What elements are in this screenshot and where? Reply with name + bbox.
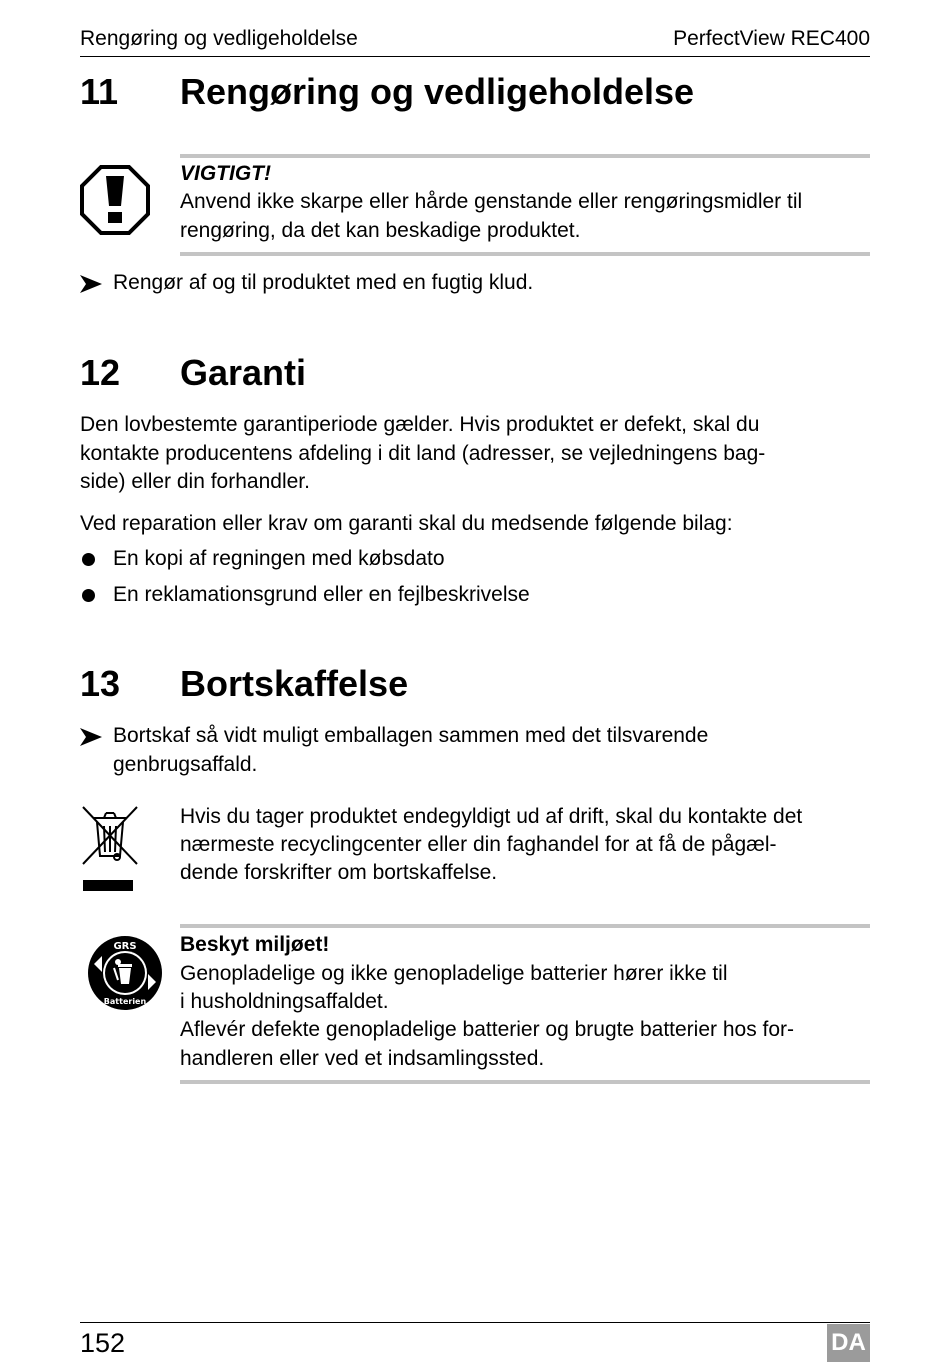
env-line-3: Aflevér defekte genopladelige batterier og brugte batterier hos for- xyxy=(180,1018,795,1041)
list-item: En kopi af regningen med købsdato xyxy=(113,547,445,570)
warranty-para-line-2: kontakte producentens afdeling i dit land (adresser, se vejledningens bag- xyxy=(80,442,766,465)
section-number: 12 xyxy=(80,352,121,393)
page-number: 152 xyxy=(80,1328,126,1358)
notice-line-2: rengøring, da det kan beskadige produktet. xyxy=(180,219,581,242)
svg-text:Batterien: Batterien xyxy=(103,997,147,1006)
svg-text:GRS: GRS xyxy=(113,941,137,952)
notice-title: VIGTIGT! xyxy=(180,162,271,185)
step-disposal-line-2: genbrugsaffald. xyxy=(113,753,258,776)
env-line-1: Genopladelige og ikke genopladelige batterier hører ikke til xyxy=(180,962,728,985)
bullet-icon xyxy=(82,553,95,566)
list-item: En reklamationsgrund eller en fejlbeskrivelse xyxy=(113,583,530,606)
warranty-para-line-3: side) eller din forhandler. xyxy=(80,470,310,493)
section-title: Bortskaffelse xyxy=(180,663,409,704)
env-bottom-rule xyxy=(180,1080,870,1084)
footer-rule xyxy=(80,1322,870,1323)
section-12-heading xyxy=(0,351,950,395)
section-number: 13 xyxy=(80,663,121,704)
env-top-rule xyxy=(180,924,870,928)
crossed-out-bin-icon xyxy=(80,804,140,894)
section-number: 11 xyxy=(80,71,119,112)
notice-line-1: Anvend ikke skarpe eller hårde genstande eller rengøringsmidler til xyxy=(180,190,803,213)
bullet-icon xyxy=(82,589,95,602)
warranty-para-line-1: Den lovbestemte garantiperiode gælder. Hvis produktet er defekt, skal du xyxy=(80,413,760,436)
step-cleaning: Rengør af og til produktet med en fugtig klud. xyxy=(113,271,534,294)
step-disposal-line-1: Bortskaf så vidt muligt emballagen sammen med det tilsvarende xyxy=(113,724,709,747)
section-title: Garanti xyxy=(180,352,307,393)
env-line-4: handleren eller ved et indsamlingssted. xyxy=(180,1047,545,1070)
arrow-step-icon xyxy=(80,728,102,746)
env-title: Beskyt miljøet! xyxy=(180,933,330,956)
running-header-chapter: Rengøring og vedligeholdelse xyxy=(80,27,358,50)
section-title: Rengøring og vedligeholdelse xyxy=(180,71,695,112)
weee-line-2: nærmeste recyclingcenter eller din faghandel for at få de pågæl- xyxy=(180,833,777,856)
section-11-heading xyxy=(0,70,950,114)
grs-batteries-logo-icon xyxy=(86,934,164,1012)
warranty-para-2: Ved reparation eller krav om garanti skal du medsende følgende bilag: xyxy=(80,512,733,535)
running-header-product: PerfectView REC400 xyxy=(673,27,870,50)
arrow-step-icon xyxy=(80,275,102,293)
notice-bottom-rule xyxy=(180,252,870,256)
language-badge: DA xyxy=(827,1324,870,1362)
section-13-heading xyxy=(0,662,950,706)
env-line-2: i husholdningsaffaldet. xyxy=(180,990,389,1013)
notice-top-rule xyxy=(180,154,870,158)
warning-octagon-icon xyxy=(79,164,151,236)
weee-line-3: dende forskrifter om bortskaffelse. xyxy=(180,861,498,884)
header-rule xyxy=(80,56,870,57)
weee-line-1: Hvis du tager produktet endegyldigt ud af drift, skal du kontakte det xyxy=(180,805,803,828)
